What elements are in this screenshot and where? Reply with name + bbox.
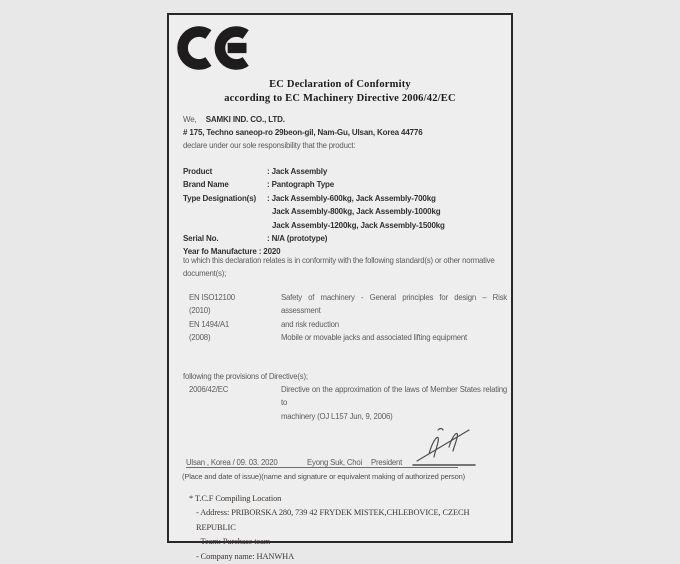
type-designation-row bbox=[183, 192, 503, 205]
directives-intro: following the provisions of Directive(s); bbox=[183, 372, 308, 381]
tcf-address: - Address: PRIBORSKA 280, 739 42 FRYDEK MISTEK,CHLEBOVICE, CZECH REPUBLIC bbox=[196, 508, 470, 532]
conformity-line-2: document(s); bbox=[183, 268, 227, 278]
tcf-block bbox=[189, 492, 504, 564]
type-label: Type Designation(s) bbox=[183, 193, 257, 203]
document-title: EC Declaration of Conformity bbox=[269, 79, 411, 90]
certificate-page bbox=[167, 13, 513, 561]
directive-description-line-2: machinery (OJ L157 Jun, 9, 2006) bbox=[281, 411, 393, 421]
product-row bbox=[183, 165, 503, 178]
standard-description: Safety of machinery - General principles for design – Risk assessment bbox=[281, 293, 507, 316]
declaration-statement: declare under our sole responsibility that the product: bbox=[183, 141, 356, 150]
document-subtitle: according to EC Machinery Directive 2006/42/EC bbox=[224, 93, 456, 104]
ce-mark-logo bbox=[176, 23, 258, 73]
signatory-title: President bbox=[371, 458, 403, 467]
signature-underline bbox=[186, 467, 458, 468]
conformity-statement bbox=[183, 255, 507, 280]
standards-code-column bbox=[189, 291, 279, 345]
tcf-heading: * T.C.F Compiling Location bbox=[189, 494, 282, 503]
signature-caption: (Place and date of issue)(name and signature or equivalent making of authorized person) bbox=[182, 472, 465, 481]
type-designation-row-2 bbox=[183, 205, 503, 218]
directive-description bbox=[281, 383, 507, 423]
product-label: Product bbox=[183, 167, 213, 176]
product-info-block bbox=[183, 165, 503, 259]
we-prefix: We, bbox=[183, 115, 197, 124]
standards-description-column bbox=[281, 291, 507, 345]
serial-row bbox=[183, 232, 503, 245]
directive-code: 2006/42/EC bbox=[189, 385, 229, 394]
type-value-3: Jack Assembly-1200kg, Jack Assembly-1500kg bbox=[272, 220, 445, 230]
standard-code: EN ISO12100 bbox=[189, 293, 235, 302]
conformity-line-1: to which this declaration relates is in conformity with the following standard(s) or other normative bbox=[183, 256, 495, 265]
tcf-team: - Team: Purchase team bbox=[196, 537, 271, 547]
signature-place-date: Ulsan , Korea / 09. 03. 2020 bbox=[186, 458, 278, 467]
brand-label: Brand Name bbox=[183, 180, 229, 190]
serial-label: Serial No. bbox=[183, 234, 219, 244]
serial-value: : N/A (prototype) bbox=[267, 234, 328, 244]
brand-value: : Pantograph Type bbox=[267, 180, 335, 190]
directive-description-line-1: Directive on the approximation of the laws of Member States relating to bbox=[281, 385, 507, 408]
signatory-name: Eyong Suk, Choi bbox=[307, 458, 363, 467]
year-line: Year fo Manufacture : 2020 bbox=[183, 247, 281, 257]
type-designation-row-3 bbox=[183, 219, 503, 232]
type-value-2: Jack Assembly-800kg, Jack Assembly-1000kg bbox=[272, 207, 441, 217]
type-value-1: : Jack Assembly-600kg, Jack Assembly-700kg bbox=[267, 193, 436, 203]
standard-year: (2010) bbox=[189, 306, 211, 316]
declarant-line bbox=[183, 113, 285, 126]
standard-code: EN 1494/A1 bbox=[189, 319, 230, 329]
product-value: : Jack Assembly bbox=[267, 167, 328, 176]
company-name: SAMKI IND. CO., LTD. bbox=[205, 115, 285, 124]
company-address: # 175, Techno saneop-ro 29beon-gil, Nam-Gu, Ulsan, Korea 44776 bbox=[183, 128, 423, 137]
brand-row bbox=[183, 178, 503, 191]
handwritten-signature bbox=[405, 421, 479, 469]
standard-description-cont: and risk reduction bbox=[281, 319, 339, 329]
tcf-company: - Company name: HANWHA bbox=[196, 551, 295, 561]
standard-description: Mobile or movable jacks and associated lifting equipment bbox=[281, 333, 467, 343]
standard-year: (2008) bbox=[189, 333, 211, 343]
